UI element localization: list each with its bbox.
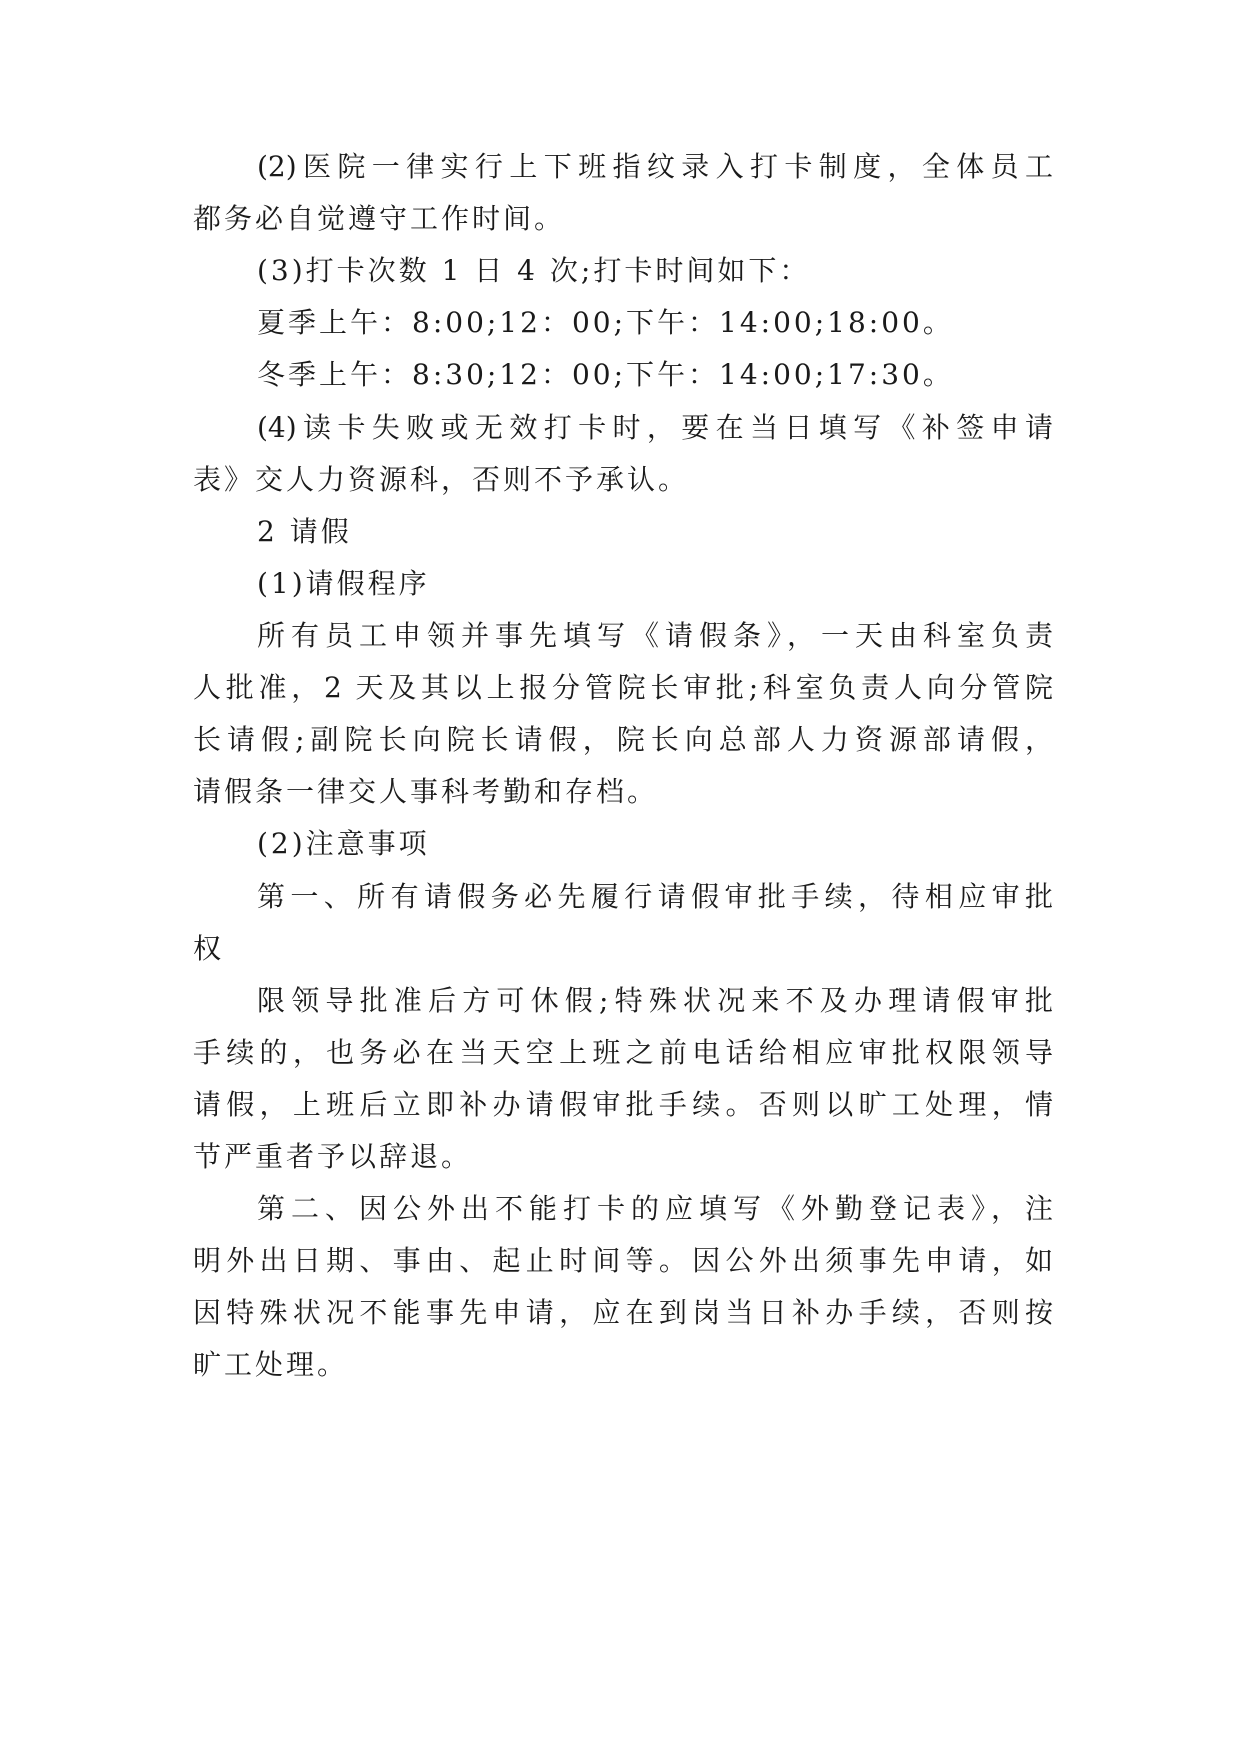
- text-line: 第一、所有请假务必先履行请假审批手续，待相应审批: [257, 880, 1053, 913]
- text-line: 所有员工申领并事先填写《请假条》，一天由科室负责: [257, 619, 1053, 652]
- text-line: 表》交人力资源科，否则不予承认。: [193, 463, 690, 496]
- text-line: 手续的，也务必在当天空上班之前电话给相应审批权限领导: [193, 1036, 1053, 1069]
- text-line: 夏季上午：8:00;12：00;下午：14:00;18:00。: [257, 306, 954, 339]
- text-line: (2)医院一律实行上下班指纹录入打卡制度，全体员工: [257, 150, 1053, 183]
- text-line: 旷工处理。: [193, 1348, 349, 1381]
- text-line: 明外出日期、事由、起止时间等。因公外出须事先申请，如: [193, 1244, 1053, 1277]
- text-line: 请假，上班后立即补办请假审批手续。否则以旷工处理，情: [193, 1088, 1053, 1121]
- subsection-heading: (1)请假程序: [257, 567, 430, 600]
- text-line: (4)读卡失败或无效打卡时，要在当日填写《补签申请: [257, 411, 1053, 444]
- text-line: 第二、因公外出不能打卡的应填写《外勤登记表》，注: [257, 1192, 1053, 1225]
- text-line: 节严重者予以辞退。: [193, 1140, 473, 1173]
- text-line: 长请假;副院长向院长请假，院长向总部人力资源部请假，: [193, 723, 1053, 756]
- subsection-heading: (2)注意事项: [257, 827, 430, 860]
- text-line: 都务必自觉遵守工作时间。: [193, 202, 566, 235]
- text-line: 人批准，2 天及其以上报分管院长审批;科室负责人向分管院: [193, 671, 1053, 704]
- text-line: 请假条一律交人事科考勤和存档。: [193, 775, 659, 808]
- text-line: 因特殊状况不能事先申请，应在到岗当日补办手续，否则按: [193, 1296, 1053, 1329]
- text-line: (3)打卡次数 1 日 4 次;打卡时间如下：: [257, 254, 811, 287]
- text-line: 冬季上午：8:30;12：00;下午：14:00;17:30。: [257, 358, 954, 391]
- section-heading: 2 请假: [257, 515, 352, 548]
- text-line: 限领导批准后方可休假;特殊状况来不及办理请假审批: [257, 984, 1053, 1017]
- text-line: 权: [193, 932, 225, 965]
